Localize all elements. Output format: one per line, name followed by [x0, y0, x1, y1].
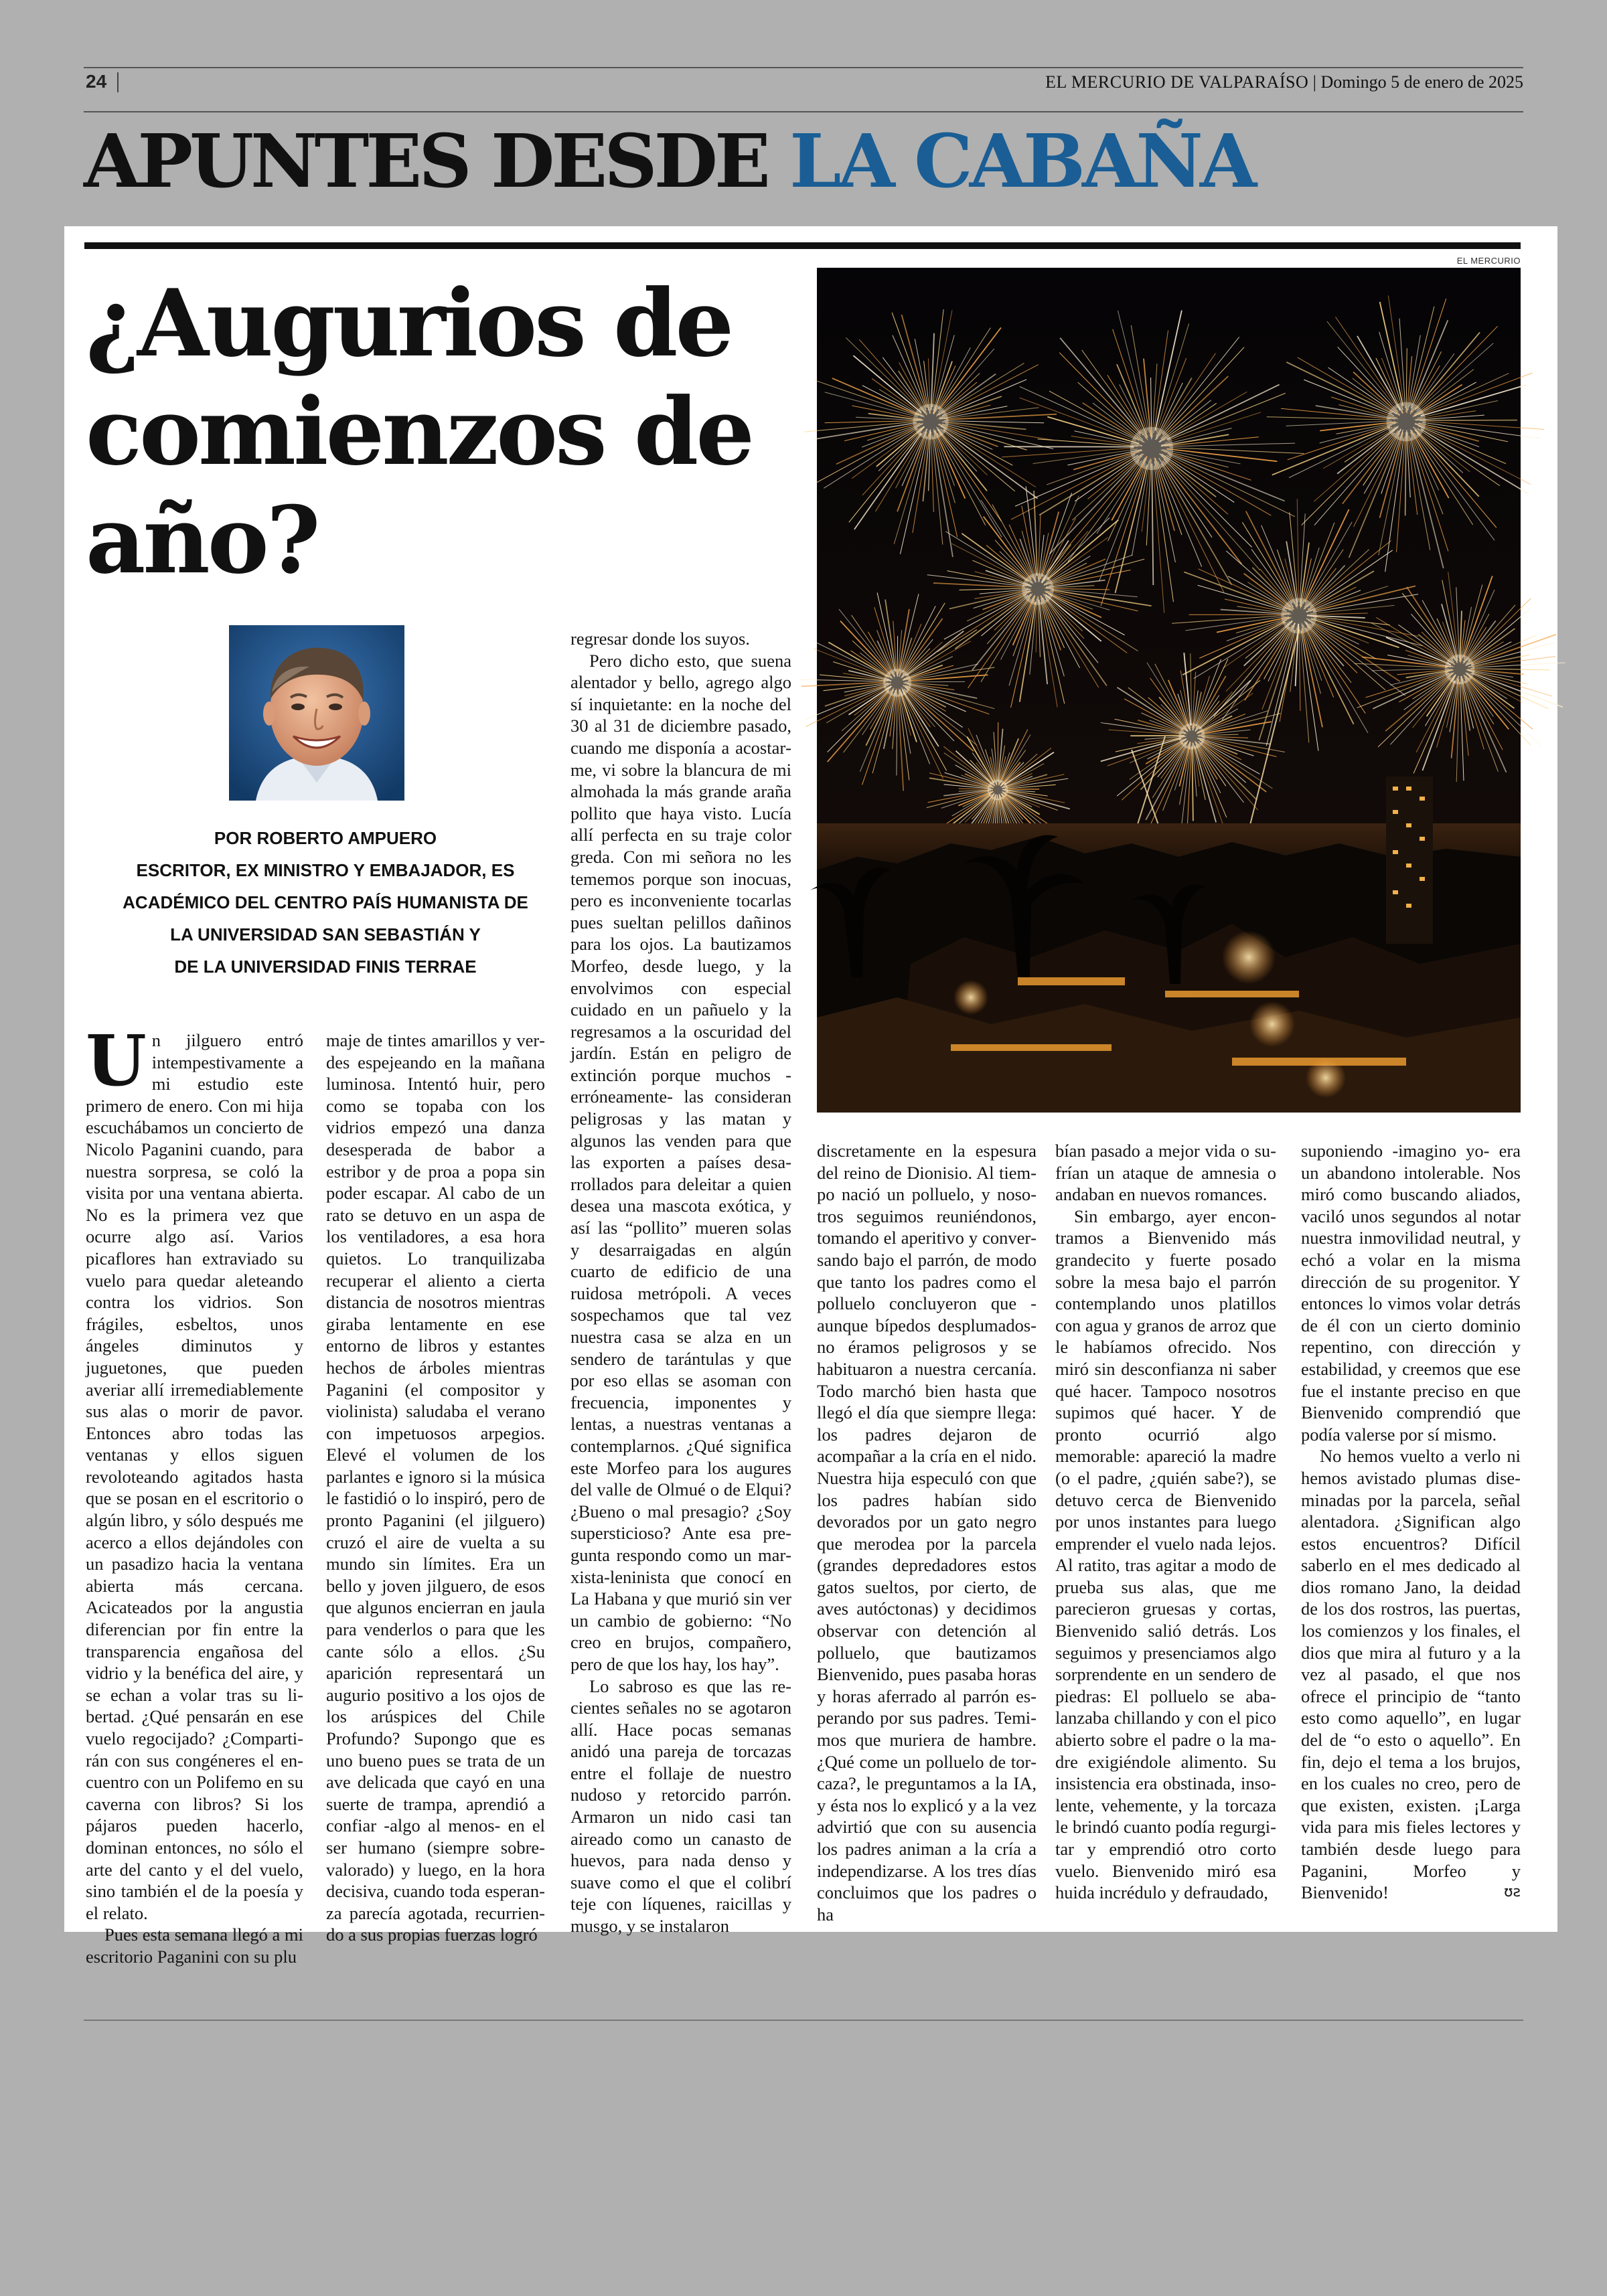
- article-paragraph: Pues esta semana llegó a mi escritorio Paganini con su plu: [86, 1924, 303, 1967]
- issue-date: Domingo 5 de enero de 2025: [1320, 72, 1523, 92]
- page-number: 24: [86, 71, 107, 92]
- author-name: POR ROBERTO AMPUERO: [214, 828, 437, 848]
- section-title-part1: APUNTES DESDE: [84, 118, 767, 204]
- newspaper-name: EL MERCURIO DE VALPARAÍSO: [1045, 72, 1309, 92]
- section-title: [84, 118, 1254, 204]
- fireworks-image-icon: [817, 268, 1521, 1113]
- article-paragraph: Lo sabroso es que las recientes señales no se agotaron allí. Hace pocas semanas anidó una pareja de torcazas entre el follaje de nuestro nudoso y retorcido parrón. Armaron un nido casi tan aireado como un canasto de huevos, para nada denso y suave como el que el colibrí teje con líquenes, raicillas y musgo, y se instalaron: [570, 1675, 791, 1937]
- header-bottom-rule: [84, 111, 1523, 112]
- article-column-6: [1301, 1140, 1521, 1930]
- photo-credit: EL MERCURIO: [1456, 256, 1521, 266]
- article-paragraph: discretamente en la espesura del reino de Dionisio. Al tiempo nació un polluelo, y nosotros seguimos reuniéndonos, tomando el aperitivo y conversando bajo el parrón, de modo que tanto los padres como el polluelo concluyeron que -aunque bípedos desplumados- no éramos peligrosos y se habituaron a nuestra cercanía. Todo marchó bien hasta que llegó el día que siempre llega: los padres dejaron de acompañar a la cría en el nido. Nuestra hija especuló con que los padres habían sido devorados por un gato negro que merodea por la parcela (grandes depredadores estos gatos sueltos, por cierto, de aves autóctonas) y decidimos observar con detención al polluelo, que bautizamos Bienvenido, pues pasaba horas y horas aferrado al parrón esperando por sus padres. Temimos que muriera de hambre. ¿Qué come un polluelo de torcaza?, le preguntamos a la IA, y ésta nos lo explicó y a la vez advirtió que con su ausencia los padres animan a la cría a independizarse. A los tres días concluimos que los padres o ha: [817, 1141, 1037, 1924]
- page-number-separator: [117, 72, 119, 92]
- article-column-2: [326, 1030, 545, 1945]
- author-avatar: [229, 625, 404, 801]
- article-paragraph: n jilguero entró intempestivamente a mi estudio este primero de enero. Con mi hija escuchábamos un concierto de Nicolo Paganini cuando, para nuestra sorpresa, se coló la visita por una ventana abierta. No es la primera vez que ocurre algo así. Varios picaflores han extraviado su vuelo para quedar aleteando contra los vidrios. Son frágiles, esbeltos, unos ángeles diminutos y juguetones, que pueden averiar allí irremediablemente sus alas o morir de pavor. Entonces abro todas las ventanas y ellos siguen revoloteando agitados hasta que se posan en el escritorio o algún libro, y sólo después me acerco a ellos dejándoles con un pasadizo hacia la ventana abierta más cercana. Acicateados por la angustia diferencian por fin entre la transparencia engañosa del vidrio y la benéfica del aire, y se echan a volar tras su libertad. ¿Qué pensarán en ese vuelo regocijado? ¿Compartirán con sus congéneres el encuentro con un Polifemo en su caverna con libros? Si los pájaros pueden hacerlo, dominan entonces, no sólo el arte del canto y el del vuelo, sino también el de la poesía y el relato.: [86, 1030, 303, 1923]
- author-portrait-icon: [229, 625, 404, 801]
- author-byline: [111, 822, 540, 983]
- article-column-3: [570, 628, 791, 1937]
- article-column-4: [817, 1140, 1037, 1930]
- section-title-part2: LA CABAÑA: [789, 118, 1254, 204]
- article-paragraph: suponiendo -imagino yo- era un abandono intolerable. Nos miró como buscando aliados, vaciló unos segundos al notar nuestra inmovilidad neutral, y echó a volar en la misma dirección de su progenitor. Y entonces lo vimos volar detrás de él con un cierto dominio repentino, con dirección y estabilidad, y creemos que ese fue el instante preciso en que Bienvenido comprendió que podía valerse por sí mismo.: [1301, 1141, 1521, 1445]
- article-column-5: [1055, 1140, 1276, 1930]
- fireworks-photo: [817, 268, 1521, 1113]
- author-role-line: DE LA UNIVERSIDAD FINIS TERRAE: [174, 957, 477, 977]
- author-role-line: LA UNIVERSIDAD SAN SEBASTIÁN Y: [170, 924, 481, 945]
- article-paragraph: regresar donde los suyos.: [570, 629, 750, 649]
- drop-cap: U: [86, 1019, 147, 1102]
- header-top-rule: [84, 67, 1523, 68]
- article-column-1: [86, 1019, 303, 1967]
- article-paragraph: Sin embargo, ayer encontramos a Bienvenido más grandecito y fuerte posado sobre la mesa bajo el parrón contemplando unos platillos con agua y granos de arroz que le habíamos ofrecido. Nos miró sin desconfianza ni saber qué hacer. Tampoco nosotros supimos qué hacer. Y de pronto ocurrió algo memorable: apareció la madre (o el padre, ¿quién sabe?), se detuvo cerca de Bienvenido por unos instantes para luego emprender el vuelo nada lejos. Al ratito, tras agitar a modo de prueba sus alas, que me parecieron gruesas y cortas, Bienvenido salió detrás. Los seguimos y presenciamos algo sorprendente en un sendero de piedras: El polluelo se abalanzaba chillando y con el pico abierto sobre el padre o la madre exigiéndole alimento. Su insistencia era obstinada, insolente, vehemente, y la torcaza le brindó cuanto podía regurgitar y emprendió otro corto vuelo. Bienvenido miró esa huida incrédulo y defraudado,: [1055, 1206, 1276, 1903]
- footer-rule: [84, 2020, 1523, 2021]
- article-paragraph: Pero dicho esto, que suena alentador y bello, agrego algo sí inquietante: en la noche del 30 al 31 de diciembre pasado, cuando me disponía a acostarme, vi sobre la blancura de mi almohada la más grande araña pollito que haya visto. Lucía allí perfecta en su traje color greda. Con mi señora no les tememos porque son inocuas, pero es inconveniente tocarlas pues sueltan pelillos dañinos para los ojos. La bautizamos Morfeo, desde luego, y la envolvimos con especial cuidado en un pañuelo y la regresamos a la oscuridad del jardín. Están en peligro de extinción porque muchos -erróneamente- las consideran peligrosas y las matan y algunos las venden para que las exporten a países desarrollados para deleitar a quien desea una mascota exótica, y así las “pollito” mueren solas y desarraigadas en algún cuarto de edificio de una ruidosa metrópoli. A veces sospechamos que tal vez nuestra casa se alza en un sendero de tarántulas y que por eso ellas se asoman con frecuencia, imponentes y lentas, a nuestras ventanas a contemplarnos. ¿Qué significa este Morfeo para los augures del valle de Olmué o de Elqui? ¿Bueno o mal presagio? ¿Soy supersticioso? Ante esa pregunta respondo como un marxista-leninista que conocí en La Habana y que murió sin ver un cambio de gobierno: “No creo en brujos, compañero, pero de que los hay, los hay”.: [570, 650, 791, 1674]
- article-page: [64, 226, 1557, 1967]
- masthead: EL MERCURIO DE VALPARAÍSO | Domingo 5 de enero de 2025: [1045, 72, 1523, 92]
- article-headline: ¿Augurios de comienzos de año?: [86, 268, 753, 594]
- article-paragraph: maje de tintes amarillos y verdes espejeando en la mañana luminosa. Intentó huir, pero como se topaba con los vidrios empezó una danza desesperada de babor a estribor y de proa a popa sin poder escapar. Al cabo de un rato se detuvo en un aspa de los ventiladores, a esa hora quietos. Lo tranquilizaba recuperar el aliento a cierta distancia de nosotros mientras giraba lentamente en ese entorno de libros y estantes hechos de árboles mientras Paganini (el compositor y violinista) saludaba el verano con impetuosos arpegios. Elevé el volumen de los parlantes e ignoro si la música le fastidió o lo inspiró, pero de pronto Paganini (el jilguero) cruzó el aire de vuelta a su mundo sin límites. Era un bello y joven jilguero, de esos que algunos encierran en jaula para venderlos o para que les cante sólo a ellos. ¿Su aparición representará un augurio positivo a los ojos de los arúspices del Chile Profundo? Supongo que es uno bueno pues se trata de un ave delicada que cayó en una suerte de trampa, aprendió a confiar -algo al menos- en el ser humano (siempre sobrevalorado) y luego, en la hora decisiva, cuando toda esperanza parecía agotada, recurriendo a sus propias fuerzas logró: [326, 1030, 545, 1945]
- author-role-line: ACADÉMICO DEL CENTRO PAÍS HUMANISTA DE: [123, 892, 528, 912]
- article-top-rule: [84, 242, 1521, 249]
- article-paragraph: bían pasado a mejor vida o sufrían un ataque de amnesia o andaban en nuevos romances.: [1055, 1141, 1276, 1205]
- author-role-line: ESCRITOR, EX MINISTRO Y EMBAJADOR, ES: [136, 860, 515, 880]
- end-mark: ʊƨ: [1503, 1884, 1521, 1901]
- article-paragraph: No hemos vuelto a verlo ni hemos avistado plumas diseminadas por la parcela, señal alentadora. ¿Significan algo estos encuentros? Difícil saberlo en el mes dedicado al dios romano Jano, la deidad de los dos rostros, las puertas, los comienzos y los finales, el dios que mira al futuro y a la vez al pasado, el que nos ofrece el principio de “tanto esto como aquello”, en lugar del de “o esto o aquello”. En fin, dejo el tema a los brujos, en los cuales no creo, pero de que existen, existen. ¡Larga vida para mis fieles lectores y también desde luego para Paganini, Morfeo y Bienvenido!: [1301, 1446, 1521, 1903]
